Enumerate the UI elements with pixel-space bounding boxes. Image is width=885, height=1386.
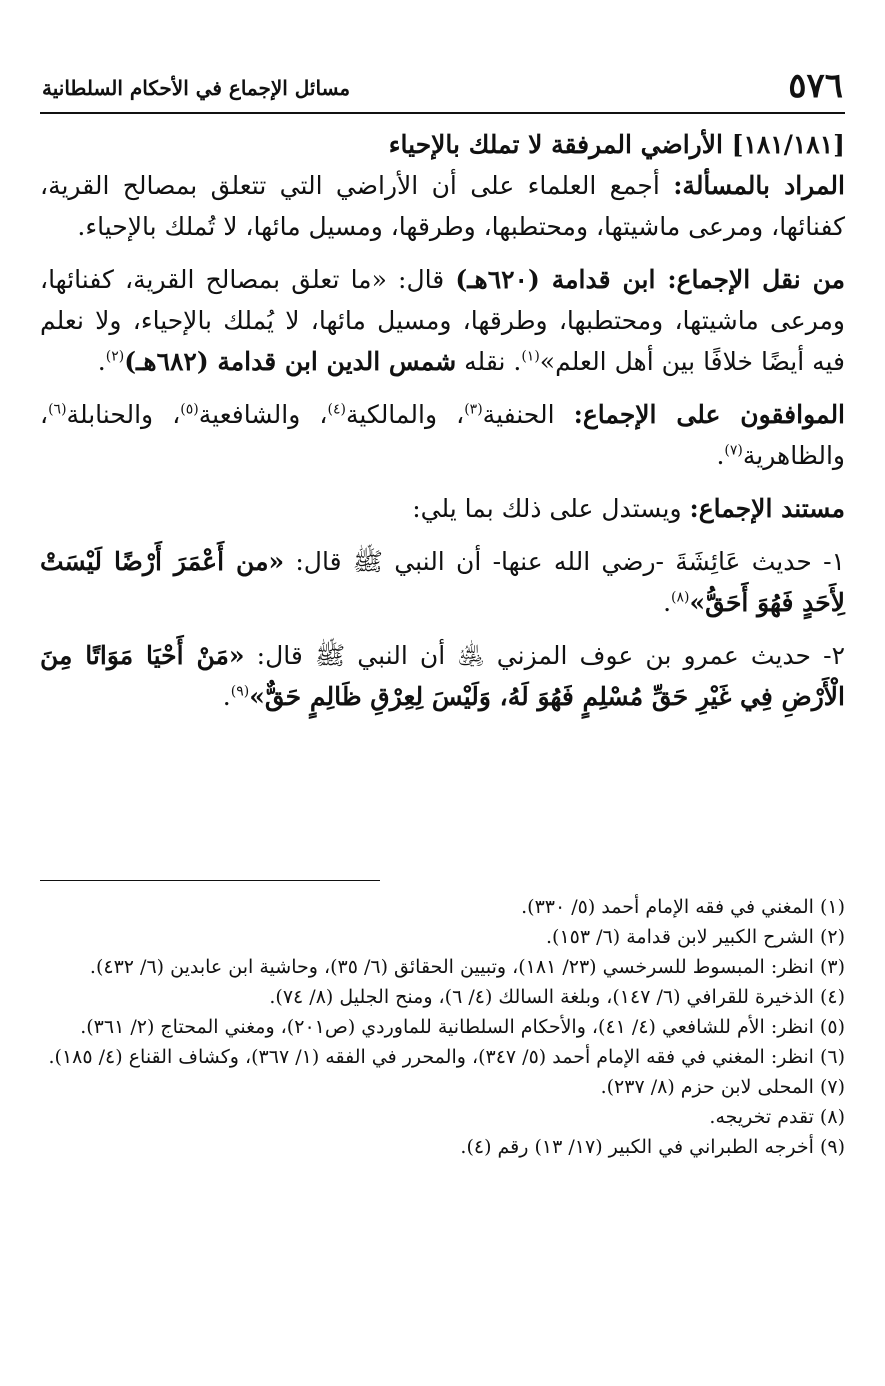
footnote-1: (١) المغني في فقه الإمام أحمد (٥/ ٣٣٠).: [521, 896, 845, 918]
footnote-ref-7[interactable]: (٧): [724, 442, 743, 459]
text-meaning: أجمع العلماء على أن الأراضي التي تتعلق بمصالح القرية، كفنائها، ومرعى ماشيتها، ومحتطبها، وطرقها، ومسيل مائها، لا تُملك بالإحياء.: [40, 171, 845, 241]
text-hanbali: ، والحنابلة: [66, 400, 181, 429]
hadith-2-text: «مَنْ أَحْيَا مَوَاتًا مِنَ الْأَرْضِ فِي غَيْرِ حَقِّ مُسْلِمٍ فَهُوَ لَهُ، وَلَيْسَ لِعِرْقِ ظَالِمٍ حَقٌّ»: [40, 641, 845, 711]
page-number: ٥٧٦: [788, 66, 843, 106]
footnote-ref-4[interactable]: (٤): [327, 401, 346, 418]
footnote-8: (٨) تقدم تخريجه.: [709, 1106, 845, 1128]
paragraph-transmitters: [40, 259, 845, 382]
footnotes: [40, 892, 845, 1162]
page-header: [40, 62, 845, 110]
text-evidence: ويستدل على ذلك بما يلي:: [412, 494, 690, 523]
hadith-1-text: «من أَعْمَرَ أَرْضًا لَيْسَتْ لِأَحَدٍ فَهُوَ أَحَقُّ»: [40, 547, 845, 617]
text-end: .: [222, 682, 231, 711]
text-shafii: ، والشافعية: [198, 400, 328, 429]
footnote-7: (٧) المحلى لابن حزم (٨/ ٢٣٧).: [600, 1076, 845, 1098]
main-text: [40, 124, 845, 717]
text-end: .: [716, 441, 725, 470]
text-maliki: ، والمالكية: [345, 400, 465, 429]
label-evidence: مستند الإجماع:: [689, 494, 845, 523]
text-quote: قال: «ما تعلق بمصالح القرية، كفنائها، ومرعى ماشيتها، ومحتطبها، وطرقها، ومسيل مائها، لا يُملك بالإحياء، ولا نعلم فيه أيضًا خلافًا بين أهل العلم»: [40, 265, 845, 376]
label-agreeing: الموافقون على الإجماع:: [573, 400, 846, 429]
footnote-3: (٣) انظر: المبسوط للسرخسي (٢٣/ ١٨١)، وتبيين الحقائق (٦/ ٣٥)، وحاشية ابن عابدين (٦/ ٤٣٢).: [89, 956, 845, 978]
section-title: [١٨١/١٨١] الأراضي المرفقة لا تملك بالإحياء: [388, 130, 845, 159]
text-hadith-1-intro: ١- حديث عَائِشَةَ -رضي الله عنها- أن النبي ﷺ قال:: [284, 547, 845, 576]
text-end: .: [97, 347, 106, 376]
paragraph-meaning: [40, 165, 845, 247]
text-hanafi: الحنفية: [482, 400, 574, 429]
text-scholar: شمس الدين ابن قدامة (٦٨٢هـ): [124, 347, 457, 376]
running-title: مسائل الإجماع في الأحكام السلطانية: [42, 76, 351, 100]
text-hadith-2-intro: ٢- حديث عمرو بن عوف المزني ﵁ أن النبي ﷺ قال:: [244, 641, 846, 670]
footnote-ref-9[interactable]: (٩): [230, 683, 250, 700]
footnote-ref-8[interactable]: (٨): [671, 589, 690, 606]
header-rule: [40, 112, 845, 114]
footnote-separator: [40, 880, 380, 881]
footnote-ref-5[interactable]: (٥): [180, 401, 199, 418]
footnote-5: (٥) انظر: الأم للشافعي (٤/ ٤١)، والأحكام السلطانية للماوردي (ص٢٠١)، ومغني المحتاج (٢/ ٣٦١).: [80, 1016, 845, 1038]
footnote-2: (٢) الشرح الكبير لابن قدامة (٦/ ١٥٣).: [546, 926, 845, 948]
paragraph-evidence: [40, 488, 845, 529]
text-mid: . نقله: [456, 347, 522, 376]
footnote-ref-2[interactable]: (٢): [105, 348, 125, 365]
footnote-4: (٤) الذخيرة للقرافي (٦/ ١٤٧)، وبلغة السالك (٤/ ٦)، ومنح الجليل (٨/ ٧٤).: [269, 986, 845, 1008]
book-page: [40, 0, 845, 1386]
paragraph-agreeing: [40, 394, 845, 476]
footnote-9: (٩) أخرجه الطبراني في الكبير (١٧/ ١٣) رقم (٤).: [460, 1136, 845, 1158]
footnote-6: (٦) انظر: المغني في فقه الإمام أحمد (٥/ ٣٤٧)، والمحرر في الفقه (١/ ٣٦٧)، وكشاف القناع (٤/ ١٨٥).: [48, 1046, 845, 1068]
label-meaning: المراد بالمسألة:: [673, 171, 845, 200]
label-transmitters: من نقل الإجماع: ابن قدامة (٦٢٠هـ): [455, 265, 846, 294]
paragraph-hadith-1: [40, 541, 845, 623]
text-end: .: [663, 588, 672, 617]
footnote-ref-1[interactable]: (١): [521, 348, 540, 365]
footnote-ref-6[interactable]: (٦): [48, 401, 67, 418]
paragraph-hadith-2: [40, 635, 845, 717]
footnote-ref-3[interactable]: (٣): [464, 401, 483, 418]
text-zahiri: ، والظاهرية: [40, 400, 845, 470]
